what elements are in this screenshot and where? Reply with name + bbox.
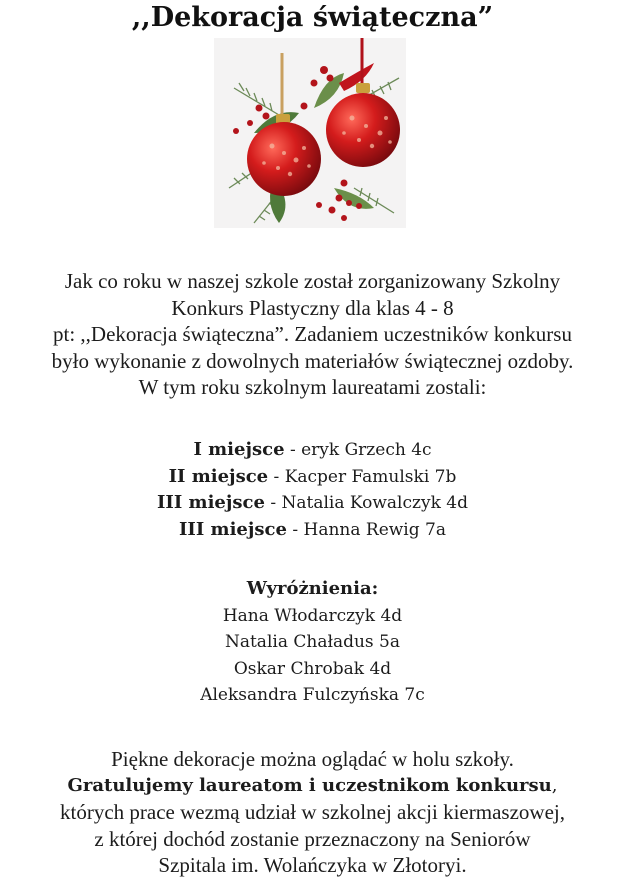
winner-place: III miejsce: [179, 518, 287, 540]
distinctions-list: [0, 576, 625, 709]
distinction-name: Natalia Chaładus 5a: [224, 632, 401, 652]
christmas-baubles-image: [214, 38, 406, 228]
distinctions-heading: Wyróżnienia:: [246, 578, 379, 599]
winner-row: [0, 464, 625, 491]
intro-line: Jak co roku w naszej szkole został zorganizowany Szkolny: [64, 269, 561, 293]
outro-line: których prace wezmą udział w szkolnej akcji kiermaszowej,: [60, 800, 565, 824]
intro-line: pt: ,,Dekoracja świąteczna”. Zadaniem uczestników konkursu: [53, 322, 572, 346]
winner-place: III miejsce: [157, 492, 265, 513]
winner-row: [0, 490, 625, 517]
winner-place: II miejsce: [168, 465, 269, 487]
winner-place: I miejsce: [193, 439, 285, 460]
intro-line: było wykonanie z dowolnych materiałów świątecznej ozdoby.: [51, 348, 574, 373]
congratulations-text: Gratulujemy laureatom i uczestnikom konkursu: [67, 774, 552, 796]
winner-name: Natalia Kowalczyk 4d: [281, 493, 468, 513]
congratulations-comma: ,: [551, 774, 558, 796]
intro-line: W tym roku szkolnym laureatami zostali:: [138, 375, 487, 399]
outro-line: Szpitala im. Wolańczyka w Złotoryi.: [158, 853, 467, 877]
congratulations-line: [0, 773, 625, 800]
christmas-baubles-icon: [214, 38, 406, 228]
winner-name: Kacper Famulski 7b: [284, 466, 457, 487]
winner-separator: -: [286, 519, 304, 540]
page-title: ,,Dekoracja świąteczna”: [131, 2, 494, 33]
winner-name: Hanna Rewig 7a: [303, 519, 446, 540]
outro-line: z której dochód zostanie przeznaczony na Seniorów: [94, 826, 531, 851]
outro-paragraph: [0, 746, 625, 879]
intro-line: Konkurs Plastyczny dla klas 4 - 8: [171, 295, 454, 320]
distinction-name: Hana Włodarczyk 4d: [222, 605, 403, 626]
distinction-name: Oskar Chrobak 4d: [233, 658, 392, 679]
distinction-name: Aleksandra Fulczyńska 7c: [200, 685, 425, 705]
winner-separator: -: [268, 466, 285, 487]
winner-row: [0, 437, 625, 464]
intro-paragraph: [0, 268, 625, 401]
winners-list: [0, 437, 625, 543]
winner-name: eryk Grzech 4c: [301, 440, 432, 460]
winner-row: [0, 517, 625, 544]
outro-line: Piękne dekoracje można oglądać w holu szkoły.: [111, 747, 514, 771]
winner-separator: -: [264, 493, 282, 513]
winner-separator: -: [284, 440, 302, 460]
